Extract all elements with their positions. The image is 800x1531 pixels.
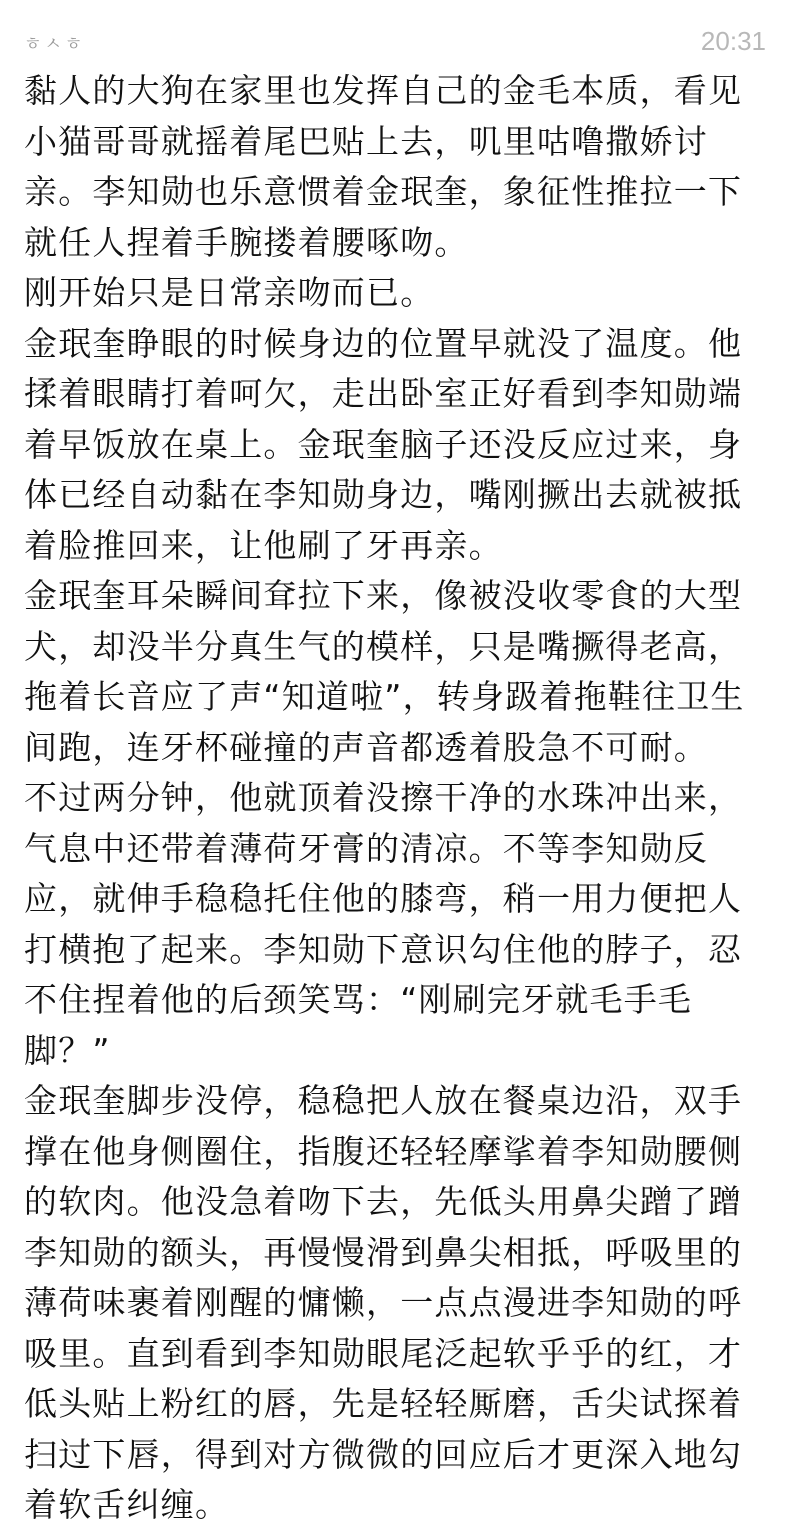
status-time: 20:31 (700, 26, 766, 56)
paragraph: 金珉奎耳朵瞬间耷拉下来，像被没收零食的大型犬，却没半分真生气的模样，只是嘴撅得老高，拖着长音应了声“知道啦”，转身趿着拖鞋往卫生间跑，连牙杯碰撞的声音都透着股急不可耐。 (24, 576, 745, 767)
article-body (24, 66, 764, 1531)
paragraph: 金珉奎脚步没停，稳稳把人放在餐桌边沿，双手撑在他身侧圈住，指腹还轻轻摩挲着李知勋腰侧的软肉。他没急着吻下去，先低头用鼻尖蹭了蹭李知勋的额头，再慢慢滑到鼻尖相抵，呼吸里的薄荷味裹着刚醒的慵懒，一点点漫进李知勋的呼吸里。直到看到李知勋眼尾泛起软乎乎的红，才低头贴上粉红的唇，先是轻轻厮磨，舌尖试探着扫过下唇，得到对方微微的回应后才更深入地勾着软舌纠缠。 (24, 1081, 743, 1524)
paragraph: 黏人的大狗在家里也发挥自己的金毛本质，看见小猫哥哥就摇着尾巴贴上去，叽里咕噜撒娇讨亲。李知勋也乐意惯着金珉奎，象征性推拉一下就任人捏着手腕搂着腰啄吻。 (24, 71, 743, 262)
status-emoticon: ㅎㅅㅎ (24, 34, 86, 55)
paragraph: 不过两分钟，他就顶着没擦干净的水珠冲出来，气息中还带着薄荷牙膏的清凉。不等李知勋反应，就伸手稳稳托住他的膝弯，稍一用力便把人打横抱了起来。李知勋下意识勾住他的脖子，忍不住捏着他的后颈笑骂：“刚刷完牙就毛手毛脚？” (24, 778, 743, 1070)
paragraph: 金珉奎睁眼的时候身边的位置早就没了温度。他揉着眼睛打着呵欠，走出卧室正好看到李知勋端着早饭放在桌上。金珉奎脑子还没反应过来，身体已经自动黏在李知勋身边，嘴刚撅出去就被抵着脸推回来，让他刷了牙再亲。 (24, 323, 743, 565)
status-bar (0, 0, 800, 72)
paragraph: 刚开始只是日常亲吻而已。 (24, 273, 435, 312)
